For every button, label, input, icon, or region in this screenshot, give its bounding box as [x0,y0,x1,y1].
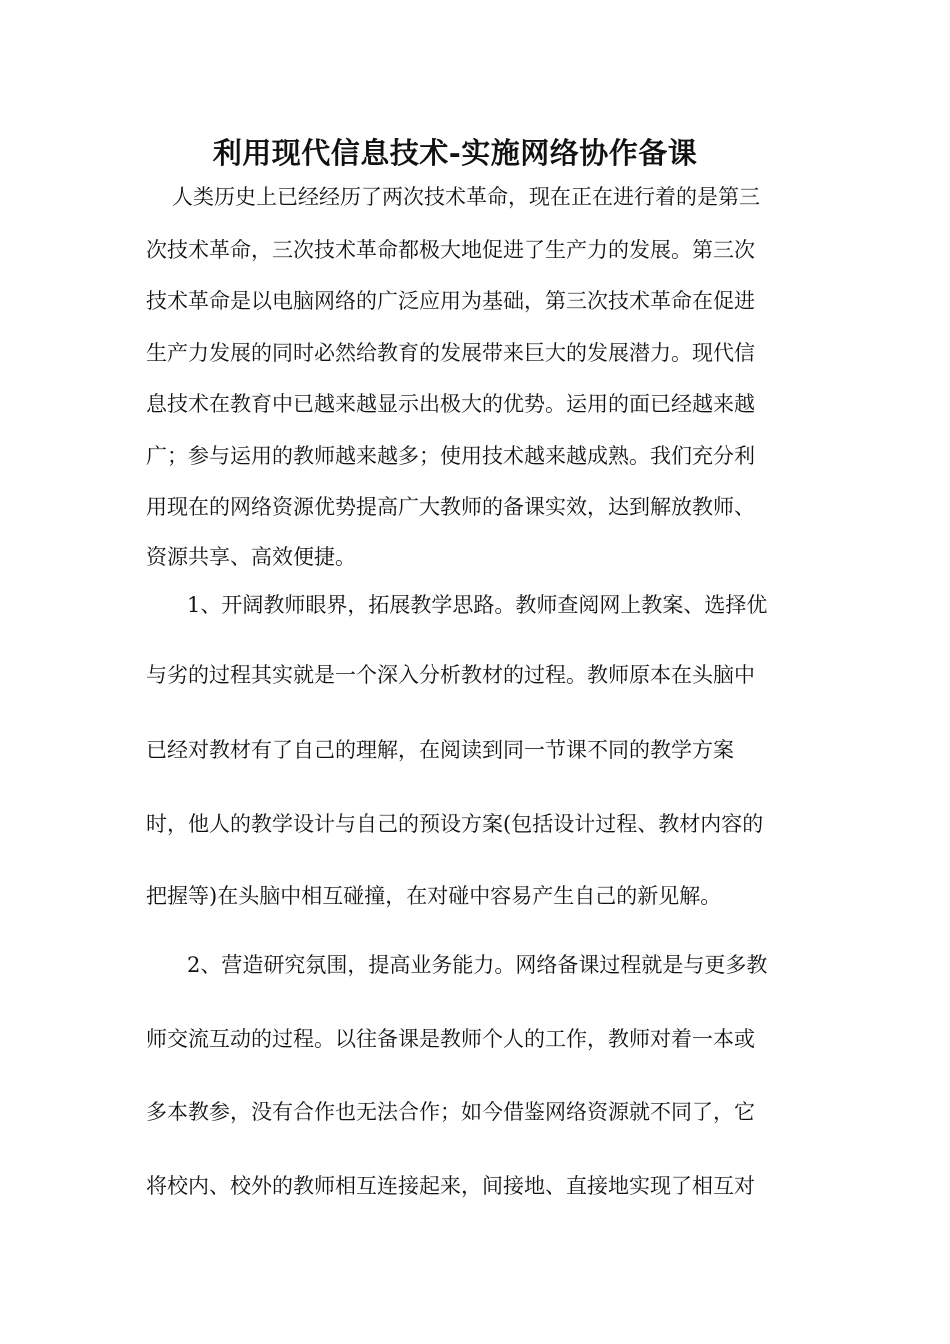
intro-line: 息技术在教育中已越来越显示出极大的优势。运用的面已经越来越 [146,392,755,416]
intro-line: 次技术革命，三次技术革命都极大地促进了生产力的发展。第三次 [146,238,755,262]
section2-line: 将校内、校外的教师相互连接起来，间接地、直接地实现了相互对 [146,1174,755,1198]
intro-line: 技术革命是以电脑网络的广泛应用为基础，第三次技术革命在促进 [146,289,755,313]
intro-line: 用现在的网络资源优势提高广大教师的备课实效，达到解放教师、 [146,495,755,519]
intro-line: 资源共享、高效便捷。 [146,545,356,569]
section1-line: 把握等)在头脑中相互碰撞，在对碰中容易产生自己的新见解。 [146,884,722,908]
section1-line: 1、开阔教师眼界，拓展教学思路。教师查阅网上教案、选择优 [187,593,768,617]
document-title: 利用现代信息技术-实施网络协作备课 [212,136,698,170]
section2-line: 2、营造研究氛围，提高业务能力。网络备课过程就是与更多教 [187,953,768,977]
section1-line: 已经对教材有了自己的理解，在阅读到同一节课不同的教学方案 [146,738,734,762]
intro-line: 生产力发展的同时必然给教育的发展带来巨大的发展潜力。现代信 [146,341,755,365]
intro-line: 广；参与运用的教师越来越多；使用技术越来越成熟。我们充分利 [146,444,755,468]
section1-line: 时，他人的教学设计与自己的预设方案(包括设计过程、教材内容的 [146,812,764,836]
intro-line: 人类历史上已经经历了两次技术革命，现在正在进行着的是第三 [172,185,760,209]
section2-line: 多本教参，没有合作也无法合作；如今借鉴网络资源就不同了，它 [146,1100,755,1124]
section1-line: 与劣的过程其实就是一个深入分析教材的过程。教师原本在头脑中 [146,663,755,687]
section2-line: 师交流互动的过程。以往备课是教师个人的工作，教师对着一本或 [146,1027,755,1051]
